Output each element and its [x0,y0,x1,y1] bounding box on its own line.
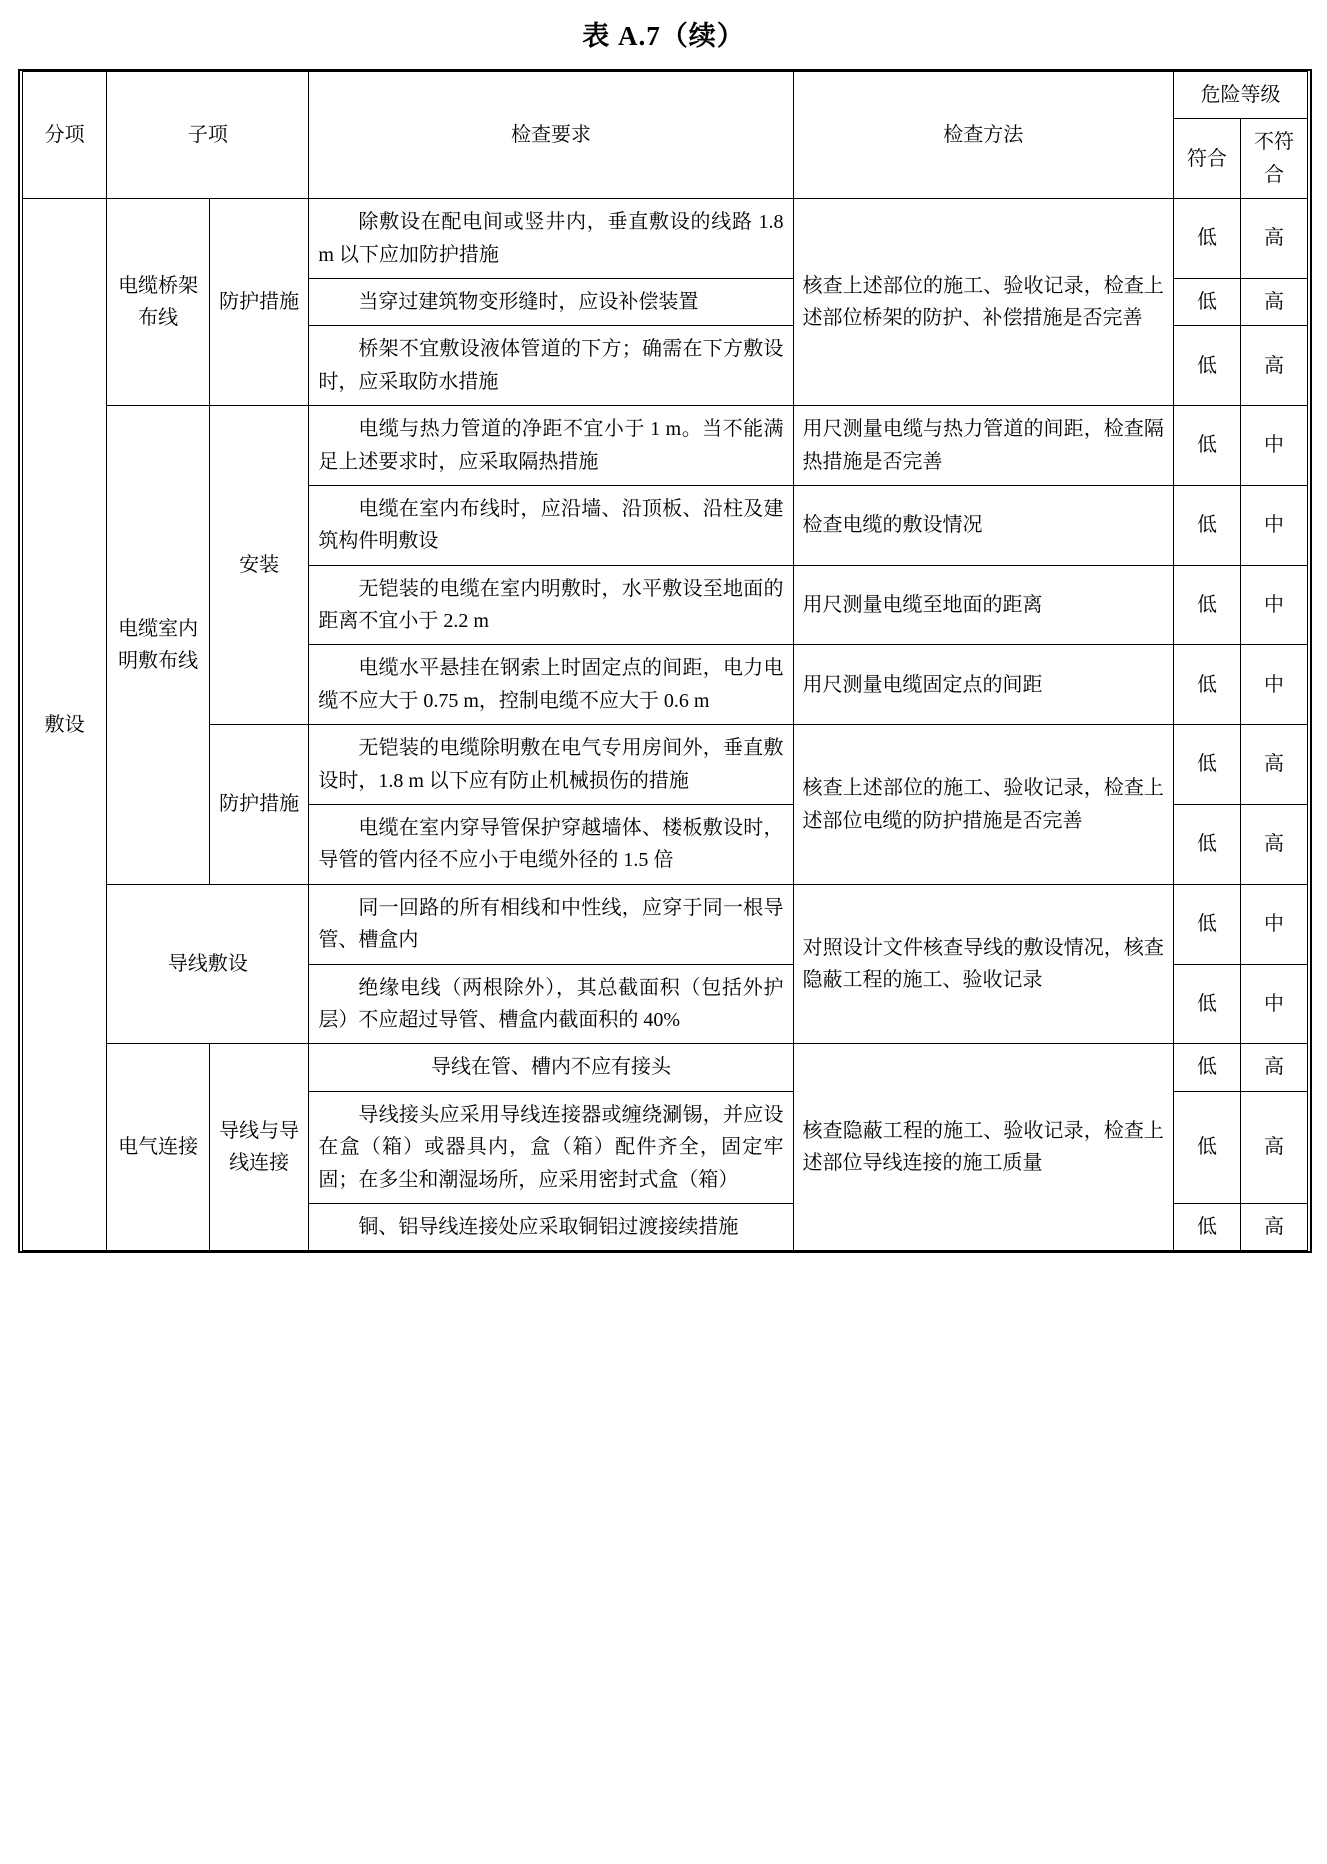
cell-nonconform-level: 中 [1240,964,1307,1044]
document-page [0,14,1327,1864]
cell-requirement: 铜、铝导线连接处应采取铜铝过渡接续措施 [309,1203,793,1250]
cell-subsubitem: 导线与导线连接 [209,1044,308,1251]
cell-requirement: 电缆在室内穿导管保护穿越墙体、楼板敷设时，导管的管内径不应小于电缆外径的 1.5 倍 [309,805,793,885]
cell-requirement: 绝缘电线（两根除外），其总截面积（包括外护层）不应超过导管、槽盒内截面积的 40% [309,964,793,1044]
cell-method: 用尺测量电缆固定点的间距 [793,645,1173,725]
cell-conform-level: 低 [1173,565,1240,645]
page-title: 表 A.7（续） [582,21,745,51]
cell-subsubitem: 安装 [209,406,308,725]
cell-conform-level: 低 [1173,884,1240,964]
cell-nonconform-level: 中 [1240,884,1307,964]
table-row [23,406,1308,486]
cell-requirement: 桥架不宜敷设液体管道的下方；确需在下方敷设时，应采取防水措施 [309,326,793,406]
cell-subitem: 电缆桥架布线 [107,199,210,406]
table-row [23,199,1308,279]
cell-requirement: 电缆在室内布线时，应沿墙、沿顶板、沿柱及建筑构件明敷设 [309,485,793,565]
header-requirement: 检查要求 [309,72,793,199]
cell-nonconform-level: 高 [1240,278,1307,325]
inspection-table [22,71,1308,1251]
cell-nonconform-level: 中 [1240,565,1307,645]
cell-conform-level: 低 [1173,1203,1240,1250]
cell-conform-level: 低 [1173,485,1240,565]
header-zixiang: 子项 [107,72,309,199]
cell-conform-level: 低 [1173,1044,1240,1091]
cell-method: 核查隐蔽工程的施工、验收记录，检查上述部位导线连接的施工质量 [793,1044,1173,1251]
cell-nonconform-level: 高 [1240,1203,1307,1250]
cell-method: 对照设计文件核查导线的敷设情况，核查隐蔽工程的施工、验收记录 [793,884,1173,1044]
cell-requirement: 导线在管、槽内不应有接头 [309,1044,793,1091]
cell-conform-level: 低 [1173,964,1240,1044]
table-row [23,1044,1308,1091]
cell-requirement: 当穿过建筑物变形缝时，应设补偿装置 [309,278,793,325]
cell-method: 核查上述部位的施工、验收记录，检查上述部位桥架的防护、补偿措施是否完善 [793,199,1173,406]
header-fenxiang: 分项 [23,72,107,199]
cell-conform-level: 低 [1173,278,1240,325]
cell-method: 用尺测量电缆与热力管道的间距，检查隔热措施是否完善 [793,406,1173,486]
cell-requirement: 同一回路的所有相线和中性线，应穿于同一根导管、槽盒内 [309,884,793,964]
cell-requirement: 导线接头应采用导线连接器或缠绕涮锡，并应设在盒（箱）或器具内，盒（箱）配件齐全，固定牢固；在多尘和潮湿场所，应采用密封式盒（箱） [309,1091,793,1203]
cell-nonconform-level: 高 [1240,805,1307,885]
cell-method: 核查上述部位的施工、验收记录，检查上述部位电缆的防护措施是否完善 [793,725,1173,885]
cell-subitem: 电气连接 [107,1044,210,1251]
header-nonconform: 不符合 [1240,119,1307,199]
cell-nonconform-level: 高 [1240,326,1307,406]
table-body [23,199,1308,1251]
cell-conform-level: 低 [1173,725,1240,805]
cell-requirement: 无铠装的电缆在室内明敷时，水平敷设至地面的距离不宜小于 2.2 m [309,565,793,645]
header-method: 检查方法 [793,72,1173,199]
cell-conform-level: 低 [1173,406,1240,486]
cell-subitem: 导线敷设 [107,884,309,1044]
cell-conform-level: 低 [1173,805,1240,885]
cell-conform-level: 低 [1173,326,1240,406]
cell-subsubitem: 防护措施 [209,199,308,406]
cell-requirement: 电缆与热力管道的净距不宜小于 1 m。当不能满足上述要求时，应采取隔热措施 [309,406,793,486]
cell-requirement: 除敷设在配电间或竖井内，垂直敷设的线路 1.8 m 以下应加防护措施 [309,199,793,279]
cell-nonconform-level: 中 [1240,485,1307,565]
cell-conform-level: 低 [1173,199,1240,279]
cell-nonconform-level: 高 [1240,1044,1307,1091]
table-header [23,72,1308,199]
header-conform: 符合 [1173,119,1240,199]
cell-conform-level: 低 [1173,1091,1240,1203]
cell-method: 检查电缆的敷设情况 [793,485,1173,565]
cell-nonconform-level: 高 [1240,199,1307,279]
table-frame [18,69,1312,1253]
cell-conform-level: 低 [1173,645,1240,725]
cell-nonconform-level: 中 [1240,406,1307,486]
cell-subitem: 电缆室内明敷布线 [107,406,210,885]
header-risk-level: 危险等级 [1173,72,1307,119]
cell-requirement: 电缆水平悬挂在钢索上时固定点的间距，电力电缆不应大于 0.75 m，控制电缆不应大于 0.6 m [309,645,793,725]
cell-nonconform-level: 高 [1240,1091,1307,1203]
table-row [23,884,1308,964]
table-row [23,725,1308,805]
cell-method: 用尺测量电缆至地面的距离 [793,565,1173,645]
cell-nonconform-level: 中 [1240,645,1307,725]
cell-subsubitem: 防护措施 [209,725,308,885]
cell-section-name: 敷设 [23,199,107,1251]
cell-requirement: 无铠装的电缆除明敷在电气专用房间外，垂直敷设时，1.8 m 以下应有防止机械损伤的措施 [309,725,793,805]
table-header-row-1 [23,72,1308,119]
cell-nonconform-level: 高 [1240,725,1307,805]
